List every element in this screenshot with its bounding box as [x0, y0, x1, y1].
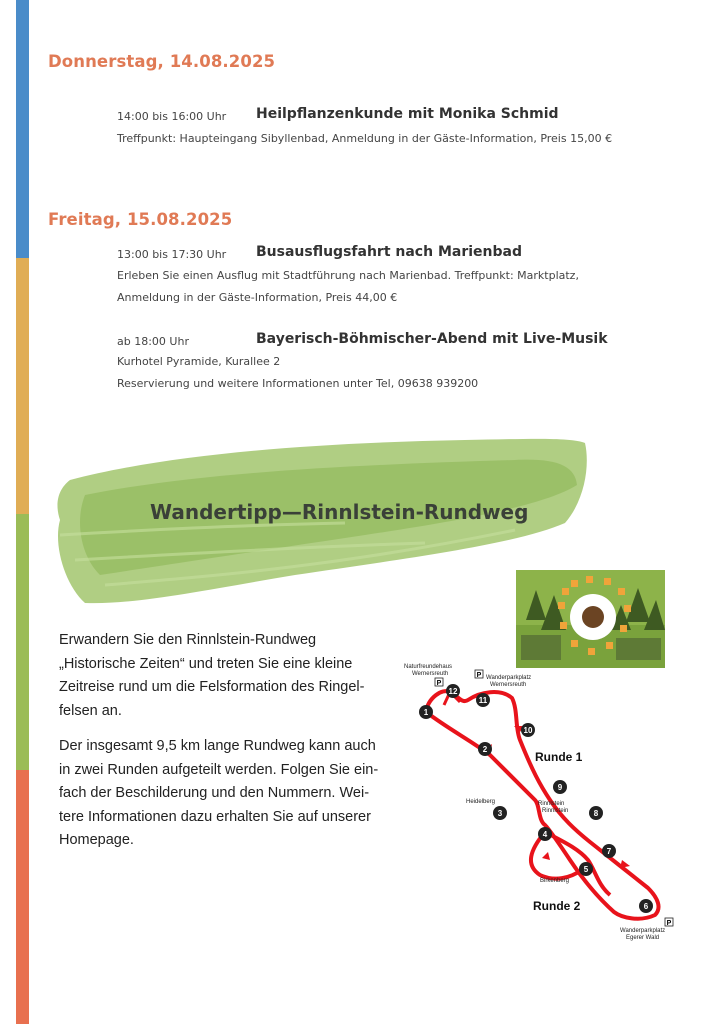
tip-paragraph-1	[59, 629, 419, 723]
svg-text:11: 11	[478, 696, 488, 705]
label-birkenberg: Birkenberg	[540, 878, 570, 884]
event-description	[117, 128, 612, 150]
svg-text:12: 12	[448, 687, 458, 696]
text-line: felsen an.	[59, 702, 122, 719]
text-line: in zwei Runden aufgeteilt werden. Folgen Sie ein-	[59, 761, 379, 778]
svg-text:P: P	[436, 680, 442, 687]
label-wanderparkplatz-top: Wernersreuth	[490, 682, 527, 688]
event-time: 14:00 bis 16:00 Uhr	[117, 110, 227, 123]
svg-text:6: 6	[643, 902, 649, 911]
label-rinnlstein: Rinnlstein	[542, 808, 569, 814]
svg-text:10: 10	[523, 726, 533, 735]
parking-sign	[435, 678, 443, 687]
event-title: Bayerisch-Böhmischer-Abend mit Live-Musik	[256, 331, 608, 347]
station-4	[538, 827, 552, 841]
svg-text:1: 1	[423, 708, 429, 717]
station-7	[602, 844, 616, 858]
event-line: Anmeldung in der Gäste-Information, Preis 44,00 €	[117, 291, 398, 304]
text-line: Der insgesamt 9,5 km lange Rundweg kann auch	[59, 738, 376, 754]
event-line: Kurhotel Pyramide, Kurallee 2	[117, 355, 281, 368]
tip-paragraph-2	[59, 735, 419, 853]
stripe-yellow	[16, 258, 29, 514]
station-10	[521, 723, 535, 737]
label-wanderparkplatz-top: Wanderparkplatz	[486, 675, 532, 681]
stripe-blue	[16, 0, 29, 258]
day-heading-friday: Freitag, 15.08.2025	[48, 210, 233, 229]
station-1	[419, 705, 433, 719]
station-8	[589, 806, 603, 820]
parking-sign	[475, 670, 483, 679]
label-runde-1: Runde 1	[535, 750, 583, 764]
text-line: „Historische Zeiten“ und treten Sie eine kleine	[59, 655, 353, 672]
svg-text:P: P	[666, 920, 672, 927]
label-wanderparkplatz-bottom: Wanderparkplatz	[620, 928, 666, 934]
svg-text:8: 8	[593, 809, 599, 818]
event-time: ab 18:00 Uhr	[117, 335, 189, 348]
station-3	[493, 806, 507, 820]
day-heading-thursday: Donnerstag, 14.08.2025	[48, 52, 276, 71]
text-line: Homepage.	[59, 832, 134, 848]
event-line: Erleben Sie einen Ausflug mit Stadtführung nach Marienbad. Treffpunkt: Marktplatz,	[117, 269, 579, 282]
route-map	[400, 660, 680, 945]
text-line: Erwandern Sie den Rinnlstein-Rundweg	[59, 632, 317, 648]
label-naturfreundehaus: Wernersreuth	[412, 671, 449, 677]
parking-sign	[665, 918, 673, 927]
svg-text:5: 5	[583, 865, 589, 874]
event-title: Busausflugsfahrt nach Marienbad	[256, 244, 522, 260]
svg-text:3: 3	[497, 809, 503, 818]
event-line: Treffpunkt: Haupteingang Sibyllenbad, Anmeldung in der Gäste-Information, Preis 15,00 €	[117, 132, 613, 145]
tip-title: Wandertipp—Rinnlstein-Rundweg	[150, 500, 529, 524]
svg-text:7: 7	[606, 847, 612, 856]
label-runde-2: Runde 2	[533, 899, 581, 913]
label-heidelberg: Heidelberg	[466, 799, 496, 805]
station-11	[476, 693, 490, 707]
station-12	[446, 684, 460, 698]
label-naturfreundehaus: Naturfreundehaus	[404, 664, 453, 670]
label-rinnlstein: Rinnlstein	[538, 801, 565, 807]
station-2	[478, 742, 492, 756]
event-title: Heilpflanzenkunde mit Monika Schmid	[256, 106, 559, 122]
svg-text:9: 9	[557, 783, 563, 792]
svg-text:4: 4	[542, 830, 548, 839]
text-line: fach der Beschilderung und den Nummern. Wei-	[59, 785, 370, 801]
stripe-red	[16, 770, 29, 1024]
forest-image	[516, 570, 665, 668]
event-line: Reservierung und weitere Informationen unter Tel, 09638 939200	[117, 377, 479, 390]
svg-text:P: P	[476, 672, 482, 679]
event-time: 13:00 bis 17:30 Uhr	[117, 248, 227, 261]
svg-text:2: 2	[482, 745, 488, 754]
stripe-green	[16, 514, 29, 770]
event-description	[117, 265, 579, 309]
text-line: tere Informationen dazu erhalten Sie auf unserer	[59, 808, 371, 825]
label-wanderparkplatz-bottom: Egerer Wald	[626, 935, 660, 941]
text-line: Zeitreise rund um die Felsformation des Ringel-	[59, 679, 365, 695]
station-9	[553, 780, 567, 794]
station-6	[639, 899, 653, 913]
station-5	[579, 862, 593, 876]
event-description	[117, 351, 478, 395]
